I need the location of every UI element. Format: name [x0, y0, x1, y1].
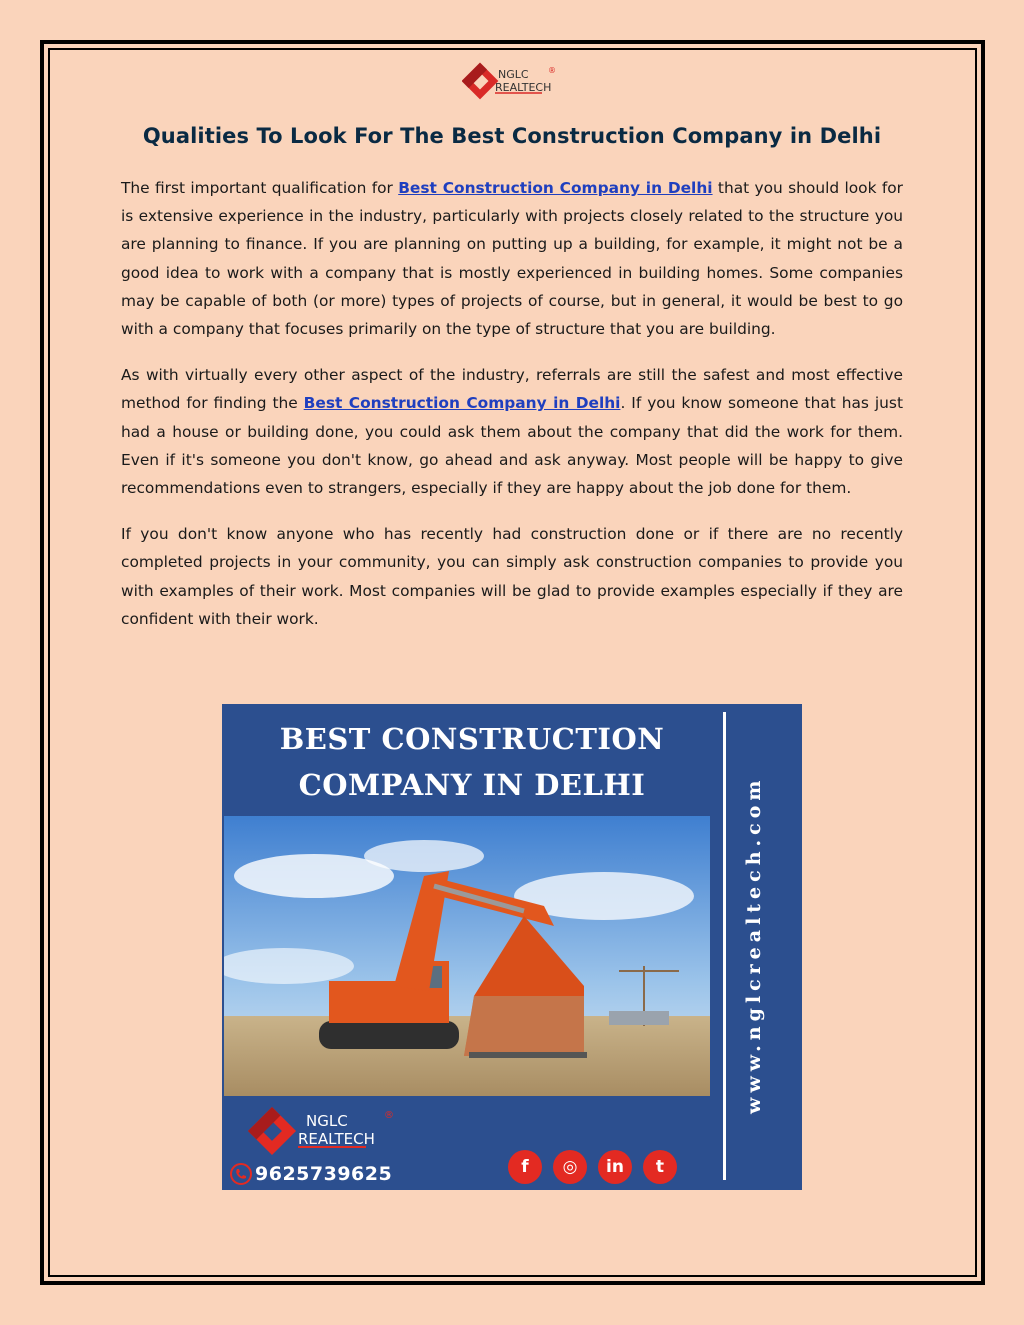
phone-icon	[230, 1163, 252, 1185]
facebook-icon[interactable]: f	[508, 1150, 542, 1184]
banner-divider	[723, 712, 726, 1180]
best-construction-link-1[interactable]: Best Construction Company in Delhi	[398, 179, 713, 197]
logo-text-line2: REALTECH	[495, 81, 552, 94]
social-links	[508, 1150, 677, 1184]
banner-heading-line1: BEST CONSTRUCTION	[279, 722, 665, 756]
logo-text-line1: NGLC	[498, 68, 529, 81]
phone-number[interactable]: 9625739625	[255, 1163, 393, 1185]
article-body	[121, 174, 903, 651]
paragraph-3: If you don't know anyone who has recently had construction done or if there are no recently completed projects in your community, you can simply ask construction companies to provide you with examples of their work. Most companies will be glad to provide examples especially if they are confident with their work.	[121, 525, 903, 628]
banner-url-container	[743, 775, 765, 1115]
banner-heading-line2: COMPANY IN DELHI	[298, 768, 646, 802]
excavator-photo	[224, 816, 710, 1096]
twitter-icon[interactable]: t	[643, 1150, 677, 1184]
banner-url: www.nglcrealtech.com	[743, 775, 765, 1114]
best-construction-link-2[interactable]: Best Construction Company in Delhi	[303, 394, 621, 413]
logo-registered-mark: ®	[548, 66, 556, 75]
banner-logo	[246, 1104, 396, 1156]
linkedin-icon[interactable]: in	[598, 1150, 632, 1184]
promo-banner	[222, 704, 802, 1190]
instagram-icon[interactable]: ◎	[553, 1150, 587, 1184]
banner-heading	[222, 716, 722, 808]
company-logo	[462, 59, 562, 103]
phone-row	[230, 1161, 392, 1187]
page-title: Qualities To Look For The Best Construction Company in Delhi	[142, 124, 882, 148]
paragraph-2: As with virtually every other aspect of the industry, referrals are still the safest and most effective method for finding the Best Construction Company in Delhi. If you know someone that has just had a house or building done, you could ask them about the company that did the work for them. Even if it's someone you don't know, go ahead and ask anyway. Most people will be happy to give recommendations even to strangers, especially if they are happy about the job done for them.	[121, 366, 903, 498]
banner-logo-registered: ®	[384, 1110, 394, 1121]
paragraph-1: The first important qualification for Best Construction Company in Delhi that you should look for is extensive experience in the industry, particularly with projects closely related to the structure you are planning to finance. If you are planning on putting up a building, for example, it might not be a good idea to work with a company that is mostly experienced in building homes. Some companies may be capable of both (or more) types of projects of course, but in general, it would be best to go with a company that focuses primarily on the type of structure that you are building.	[121, 179, 903, 339]
banner-logo-line1: NGLC	[306, 1112, 348, 1130]
banner-logo-line2: REALTECH	[298, 1130, 375, 1148]
